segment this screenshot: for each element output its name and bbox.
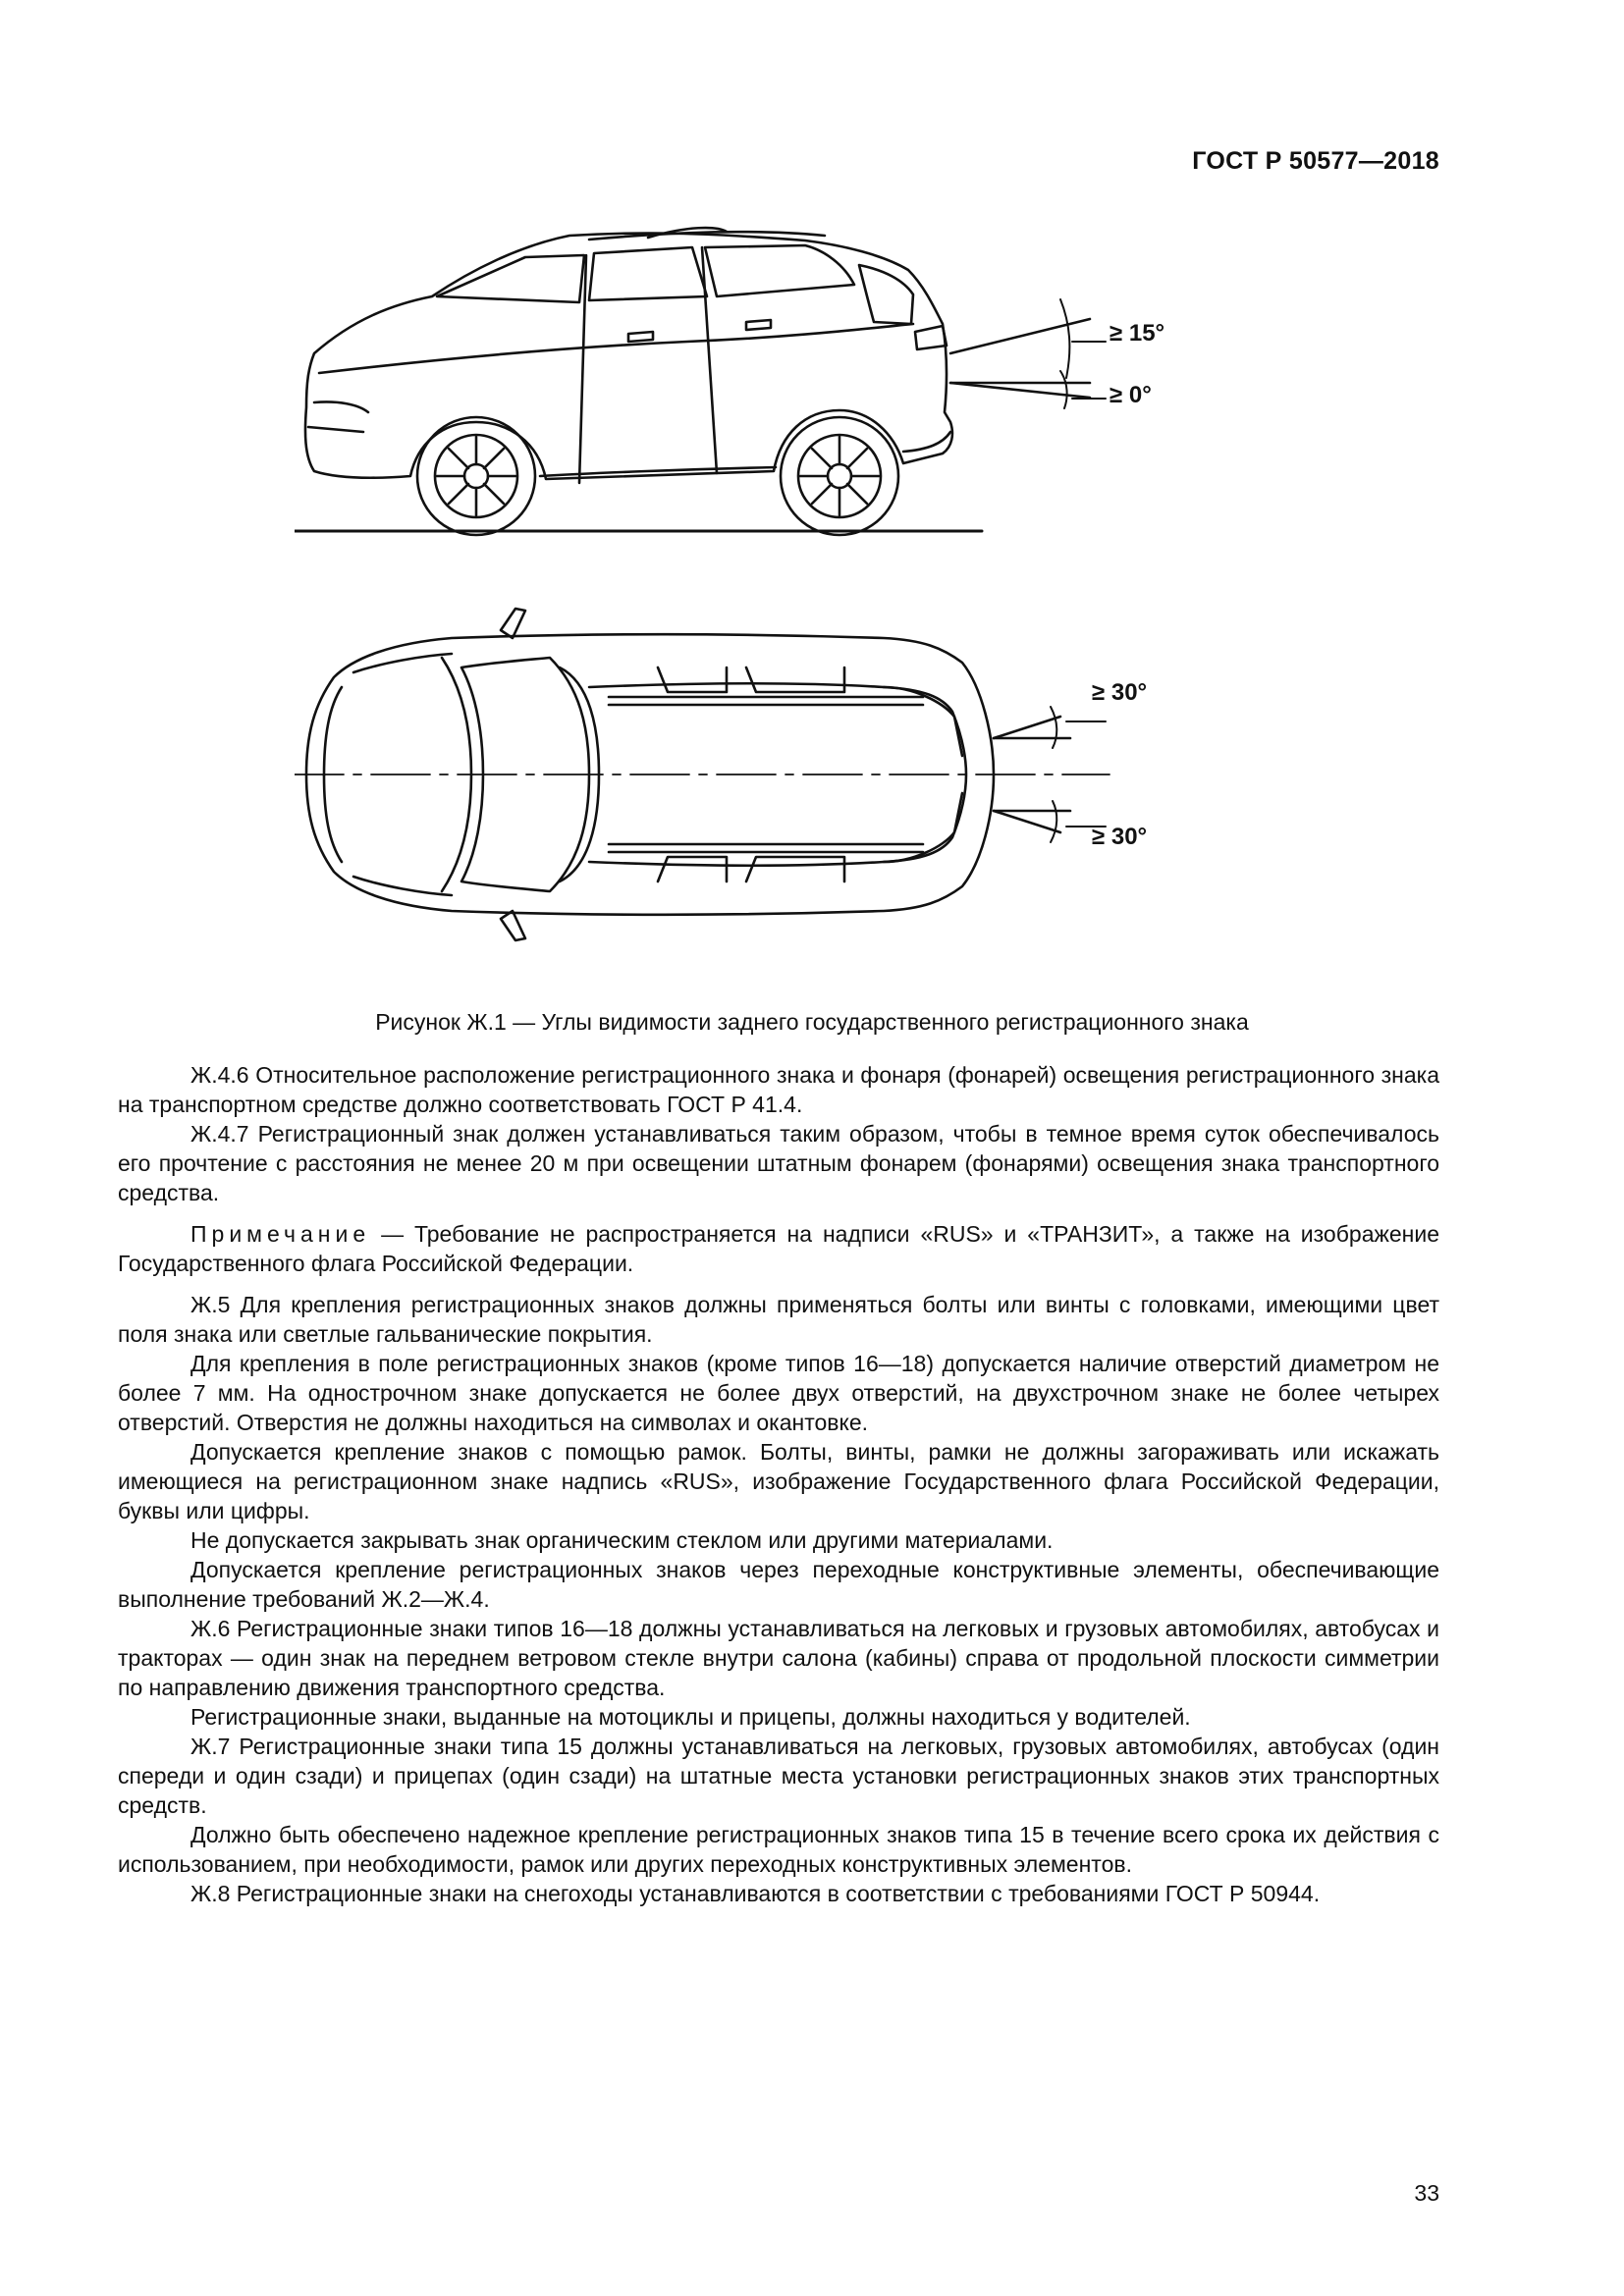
body-text [118, 1060, 1439, 1908]
note-text: — Требование не распространяется на надписи «RUS» и «ТРАНЗИТ», а также на изображение Государственного флага Российской Федерации. [118, 1221, 1439, 1276]
paragraph-zh-4-6: Ж.4.6 Относительное расположение регистрационного знака и фонаря (фонарей) освещения регистрационного знака на транспортном средстве должно соответствовать ГОСТ Р 41.4. [118, 1062, 1439, 1117]
paragraph-glass: Не допускается закрывать знак органическим стеклом или другими материалами. [190, 1527, 1054, 1553]
paragraph-type-15: Должно быть обеспечено надежное крепление регистрационных знаков типа 15 в течение всего срока их действия с использованием, при необходимости, рамок или других переходных конструктивных элементов. [118, 1822, 1439, 1877]
paragraph-zh-8: Ж.8 Регистрационные знаки на снегоходы устанавливаются в соответствии с требованиями ГОСТ Р 50944. [190, 1881, 1321, 1906]
figure-caption: Рисунок Ж.1 — Углы видимости заднего государственного регистрационного знака [375, 1009, 1249, 1035]
paragraph-zh-6: Ж.6 Регистрационные знаки типов 16—18 должны устанавливаться на легковых и грузовых автомобилях, автобусах и тракторах — один знак на переднем ветровом стекле внутри салона (кабины) справа от продольной плоскости симметрии по направлению движения транспортного средства. [118, 1616, 1439, 1700]
page-number: 33 [1414, 2180, 1439, 2206]
paragraph-zh-7: Ж.7 Регистрационные знаки типа 15 должны устанавливаться на легковых, грузовых автомобилях, автобусах (один спереди и один сзади) и прицепах (один сзади) на штатные места установки регистрационных знаков этих транспортных средств. [118, 1734, 1439, 1818]
paragraph-motorcycles: Регистрационные знаки, выданные на мотоциклы и прицепы, должны находиться у водителей. [190, 1704, 1191, 1730]
paragraph-zh-5: Ж.5 Для крепления регистрационных знаков должны применяться болты или винты с головками, имеющими цвет поля знака или светлые гальванические покрытия. [118, 1292, 1439, 1347]
paragraph-transitional: Допускается крепление регистрационных знаков через переходные конструктивные элементы, обеспечивающие выполнение требований Ж.2—Ж.4. [118, 1557, 1439, 1612]
figure-drawing [295, 226, 1276, 952]
plan-angle-bottom-label: ≥ 30° [1092, 824, 1148, 850]
document-header: ГОСТ Р 50577—2018 [1192, 147, 1439, 175]
side-view-car [295, 228, 1106, 535]
note-label: Примечание [190, 1221, 371, 1247]
paragraph-frames: Допускается крепление знаков с помощью рамок. Болты, винты, рамки не должны загораживать или искажать имеющиеся на регистрационном знаке надпись «RUS», изображение Государственного флага Российской Федерации, буквы или цифры. [118, 1439, 1439, 1523]
paragraph-holes: Для крепления в поле регистрационных знаков (кроме типов 16—18) допускается наличие отверстий диаметром не более 7 мм. На однострочном знаке допускается не более двух отверстий, на двухстрочном знаке не более четырех отверстий. Отверстия не должны находиться на символах и окантовке. [118, 1351, 1439, 1435]
side-angle-top-label: ≥ 15° [1110, 320, 1165, 347]
plan-angle-top-label: ≥ 30° [1092, 679, 1148, 706]
side-angle-bottom-label: ≥ 0° [1110, 382, 1152, 408]
note-paragraph [118, 1219, 1439, 1278]
paragraph-zh-4-7: Ж.4.7 Регистрационный знак должен устанавливаться таким образом, чтобы в темное время суток обеспечивалось его прочтение с расстояния не менее 20 м при освещении штатным фонарем (фонарями) освещения знака транспортного средства. [118, 1121, 1439, 1205]
plan-view-car [295, 609, 1110, 940]
